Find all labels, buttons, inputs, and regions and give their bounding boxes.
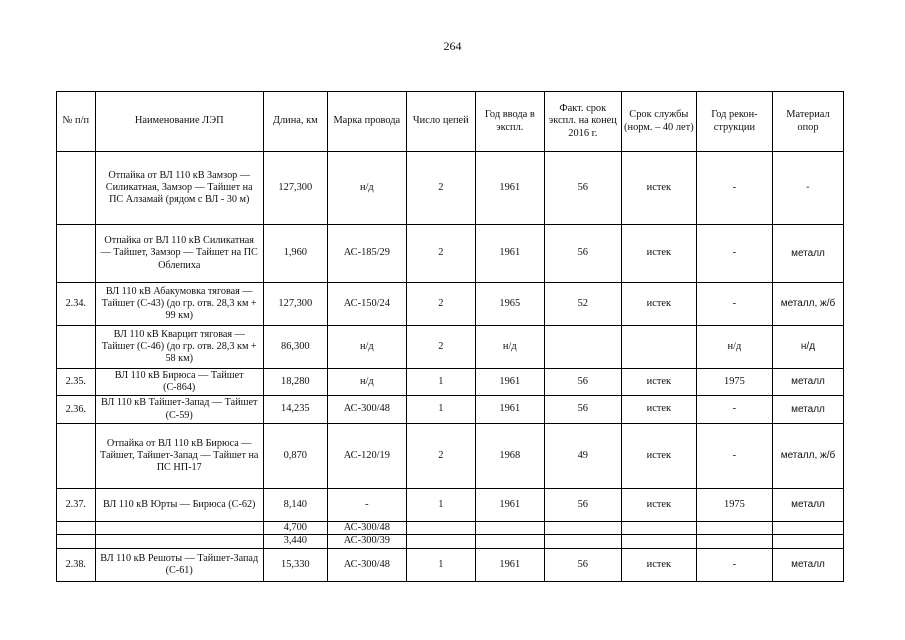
cell-wire: АС-300/48	[327, 548, 406, 581]
cell-reconstruction-year: -	[696, 225, 772, 283]
cell-service-life	[621, 326, 696, 369]
cell-num	[57, 535, 96, 548]
cell-year: 1961	[475, 396, 544, 423]
cell-support-material: металл	[772, 548, 843, 581]
cell-name	[95, 535, 263, 548]
cell-actual-term	[544, 521, 621, 534]
cell-name: ВЛ 110 кВ Абакумовка тяговая — Тайшет (С-43) (до гр. отв. 28,3 км + 99 км)	[95, 283, 263, 326]
cell-year: 1961	[475, 369, 544, 396]
table-row	[57, 152, 844, 225]
cell-length: 4,700	[263, 521, 327, 534]
table-row	[57, 423, 844, 488]
cell-name: ВЛ 110 кВ Тайшет-Запад — Тайшет (С-59)	[95, 396, 263, 423]
cell-reconstruction-year: -	[696, 423, 772, 488]
cell-support-material: -	[772, 152, 843, 225]
cell-reconstruction-year: 1975	[696, 488, 772, 521]
header-year: Год ввода в экспл.	[475, 92, 544, 152]
header-reconstruction-year: Год рекон-струкции	[696, 92, 772, 152]
table-row	[57, 535, 844, 548]
header-service-life: Срок службы (норм. – 40 лет)	[621, 92, 696, 152]
cell-wire: АС-300/39	[327, 535, 406, 548]
table-row	[57, 396, 844, 423]
cell-name: Отпайка от ВЛ 110 кВ Замзор — Силикатная, Замзор — Тайшет на ПС Алзамай (рядом с ВЛ - 30 м)	[95, 152, 263, 225]
header-circuits: Число цепей	[406, 92, 475, 152]
table-row	[57, 548, 844, 581]
cell-wire: АС-120/19	[327, 423, 406, 488]
cell-support-material	[772, 521, 843, 534]
cell-service-life: истек	[621, 152, 696, 225]
cell-year	[475, 521, 544, 534]
header-wire: Марка провода	[327, 92, 406, 152]
cell-name: ВЛ 110 кВ Юрты — Бирюса (С-62)	[95, 488, 263, 521]
table-row	[57, 326, 844, 369]
cell-circuits: 2	[406, 225, 475, 283]
cell-circuits: 2	[406, 283, 475, 326]
cell-length: 0,870	[263, 423, 327, 488]
power-lines-table	[56, 91, 844, 582]
cell-length: 14,235	[263, 396, 327, 423]
cell-service-life	[621, 535, 696, 548]
cell-actual-term: 56	[544, 548, 621, 581]
cell-service-life: истек	[621, 548, 696, 581]
cell-circuits	[406, 535, 475, 548]
cell-num: 2.35.	[57, 369, 96, 396]
cell-support-material: металл	[772, 488, 843, 521]
cell-circuits: 1	[406, 488, 475, 521]
cell-num	[57, 225, 96, 283]
cell-wire: АС-185/29	[327, 225, 406, 283]
cell-num	[57, 152, 96, 225]
cell-num	[57, 521, 96, 534]
cell-name: Отпайка от ВЛ 110 кВ Силикатная — Тайшет, Замзор — Тайшет на ПС Облепиха	[95, 225, 263, 283]
cell-service-life: истек	[621, 283, 696, 326]
cell-reconstruction-year	[696, 521, 772, 534]
cell-service-life: истек	[621, 369, 696, 396]
cell-circuits: 2	[406, 326, 475, 369]
cell-name: ВЛ 110 кВ Кварцит тяговая — Тайшет (С-46) (до гр. отв. 28,3 км + 58 км)	[95, 326, 263, 369]
cell-reconstruction-year: -	[696, 396, 772, 423]
cell-year: 1965	[475, 283, 544, 326]
cell-actual-term	[544, 326, 621, 369]
cell-wire: АС-300/48	[327, 396, 406, 423]
cell-length: 1,960	[263, 225, 327, 283]
cell-year: 1961	[475, 225, 544, 283]
cell-support-material: металл	[772, 369, 843, 396]
cell-reconstruction-year: -	[696, 548, 772, 581]
header-support-material: Материал опор	[772, 92, 843, 152]
table-row	[57, 369, 844, 396]
cell-service-life	[621, 521, 696, 534]
cell-circuits	[406, 521, 475, 534]
cell-support-material: металл, ж/б	[772, 423, 843, 488]
table-row	[57, 225, 844, 283]
cell-reconstruction-year: -	[696, 283, 772, 326]
cell-service-life: истек	[621, 396, 696, 423]
cell-circuits: 1	[406, 369, 475, 396]
page-number: 264	[443, 39, 462, 53]
cell-year: 1961	[475, 152, 544, 225]
header-actual-term: Факт. срок экспл. на конец 2016 г.	[544, 92, 621, 152]
cell-year: 1961	[475, 548, 544, 581]
cell-reconstruction-year: 1975	[696, 369, 772, 396]
table-row	[57, 488, 844, 521]
cell-length: 127,300	[263, 283, 327, 326]
cell-wire: АС-150/24	[327, 283, 406, 326]
cell-length: 3,440	[263, 535, 327, 548]
cell-support-material: н/д	[772, 326, 843, 369]
cell-num: 2.36.	[57, 396, 96, 423]
cell-reconstruction-year: н/д	[696, 326, 772, 369]
cell-num	[57, 423, 96, 488]
cell-name: ВЛ 110 кВ Решоты — Тайшет-Запад (С-61)	[95, 548, 263, 581]
cell-wire: АС-300/48	[327, 521, 406, 534]
header-name: Наименование ЛЭП	[95, 92, 263, 152]
cell-num	[57, 326, 96, 369]
cell-actual-term: 56	[544, 488, 621, 521]
cell-year	[475, 535, 544, 548]
cell-actual-term	[544, 535, 621, 548]
table-header-row	[57, 92, 844, 152]
table-row	[57, 283, 844, 326]
cell-num: 2.37.	[57, 488, 96, 521]
cell-actual-term: 52	[544, 283, 621, 326]
cell-length: 15,330	[263, 548, 327, 581]
cell-service-life: истек	[621, 488, 696, 521]
cell-support-material: металл	[772, 225, 843, 283]
cell-length: 18,280	[263, 369, 327, 396]
cell-actual-term: 49	[544, 423, 621, 488]
cell-service-life: истек	[621, 225, 696, 283]
cell-length: 127,300	[263, 152, 327, 225]
cell-actual-term: 56	[544, 152, 621, 225]
cell-circuits: 2	[406, 152, 475, 225]
cell-circuits: 1	[406, 396, 475, 423]
cell-year: н/д	[475, 326, 544, 369]
table-row	[57, 521, 844, 534]
cell-actual-term: 56	[544, 369, 621, 396]
cell-support-material: металл	[772, 396, 843, 423]
cell-name	[95, 521, 263, 534]
cell-name: Отпайка от ВЛ 110 кВ Бирюса — Тайшет, Тайшет-Запад — Тайшет на ПС НП-17	[95, 423, 263, 488]
cell-year: 1968	[475, 423, 544, 488]
cell-length: 86,300	[263, 326, 327, 369]
cell-num: 2.38.	[57, 548, 96, 581]
cell-service-life: истек	[621, 423, 696, 488]
cell-wire: -	[327, 488, 406, 521]
header-length: Длина, км	[263, 92, 327, 152]
cell-num: 2.34.	[57, 283, 96, 326]
cell-name: ВЛ 110 кВ Бирюса — Тайшет (С-864)	[95, 369, 263, 396]
cell-actual-term: 56	[544, 396, 621, 423]
cell-circuits: 1	[406, 548, 475, 581]
cell-actual-term: 56	[544, 225, 621, 283]
header-num: № п/п	[57, 92, 96, 152]
cell-wire: н/д	[327, 326, 406, 369]
cell-wire: н/д	[327, 369, 406, 396]
cell-reconstruction-year	[696, 535, 772, 548]
cell-circuits: 2	[406, 423, 475, 488]
cell-reconstruction-year: -	[696, 152, 772, 225]
cell-wire: н/д	[327, 152, 406, 225]
cell-support-material: металл, ж/б	[772, 283, 843, 326]
cell-support-material	[772, 535, 843, 548]
cell-year: 1961	[475, 488, 544, 521]
cell-length: 8,140	[263, 488, 327, 521]
